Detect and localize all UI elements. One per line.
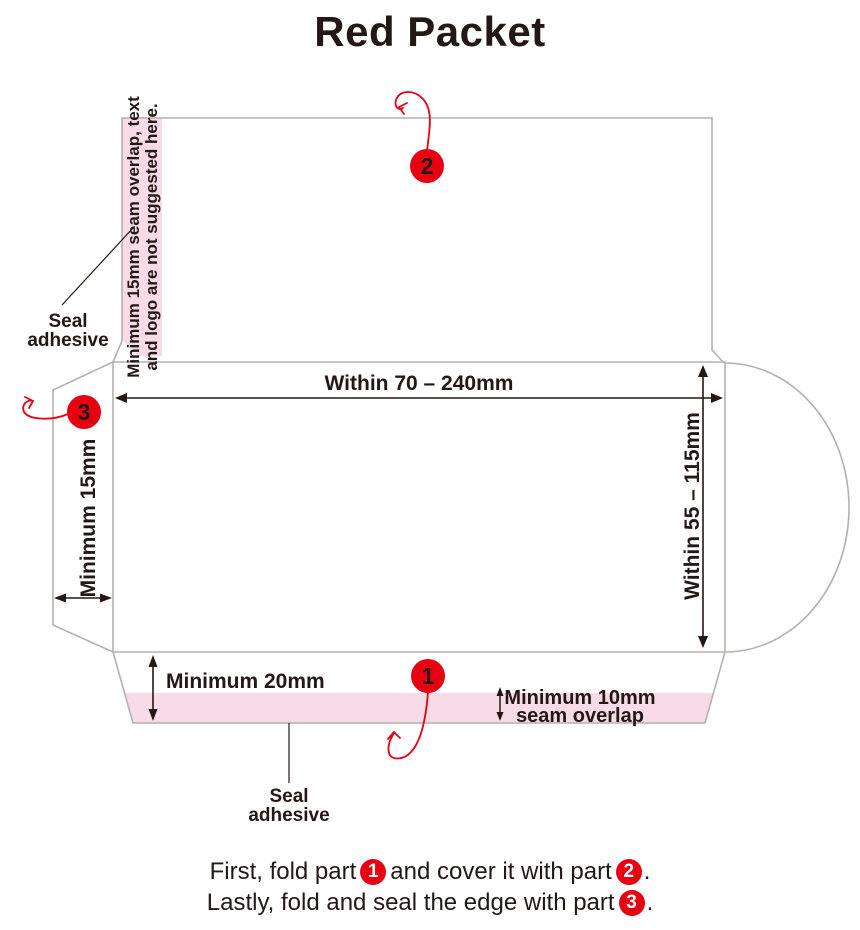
top-seal-label-1: Seal [48, 311, 88, 332]
part2-marker [410, 149, 444, 183]
instruction-text: and cover it with part [390, 857, 612, 885]
top-strip-note-1: Minimum 15mm seam overlap, text [124, 96, 143, 378]
part3-marker [67, 395, 101, 429]
part2-badge: 2 [616, 859, 642, 885]
instruction-line-1 [0, 856, 860, 887]
left-flap-label: Minimum 15mm [77, 438, 100, 598]
seam-overlap-label-1: Minimum 10mm [504, 687, 656, 709]
dieline-outline [53, 118, 849, 723]
part1-marker [411, 659, 445, 693]
bottom-seal-label-1: Seal [269, 786, 309, 807]
top-seal-label-2: adhesive [27, 330, 109, 351]
instruction-line-2 [0, 887, 860, 918]
part1-badge: 1 [360, 859, 386, 885]
instruction-text: . [643, 857, 651, 885]
page-title: Red Packet [314, 8, 546, 55]
body-height-label: Within 55 – 115mm [681, 412, 704, 600]
body-width-label: Within 70 – 240mm [324, 372, 514, 395]
top-strip-note-2: and logo are not suggested here. [142, 103, 161, 371]
bottom-flap-height-arrow [149, 655, 158, 721]
instruction-text: First, fold part [209, 857, 357, 885]
fold-curl-part2 [396, 92, 430, 151]
part3-badge: 3 [619, 890, 645, 916]
svg-text:2: 2 [420, 153, 434, 179]
instruction-text: . [646, 888, 654, 916]
svg-text:3: 3 [77, 399, 91, 425]
fold-curl-part3 [23, 397, 68, 419]
bottom-seal-label-2: adhesive [248, 805, 330, 826]
svg-text:1: 1 [421, 663, 435, 689]
instruction-text: Lastly, fold and seal the edge with part [206, 888, 615, 916]
seam-overlap-label-2: seam overlap [516, 705, 644, 727]
folding-instructions [0, 856, 860, 918]
bottom-flap-label: Minimum 20mm [166, 670, 325, 693]
